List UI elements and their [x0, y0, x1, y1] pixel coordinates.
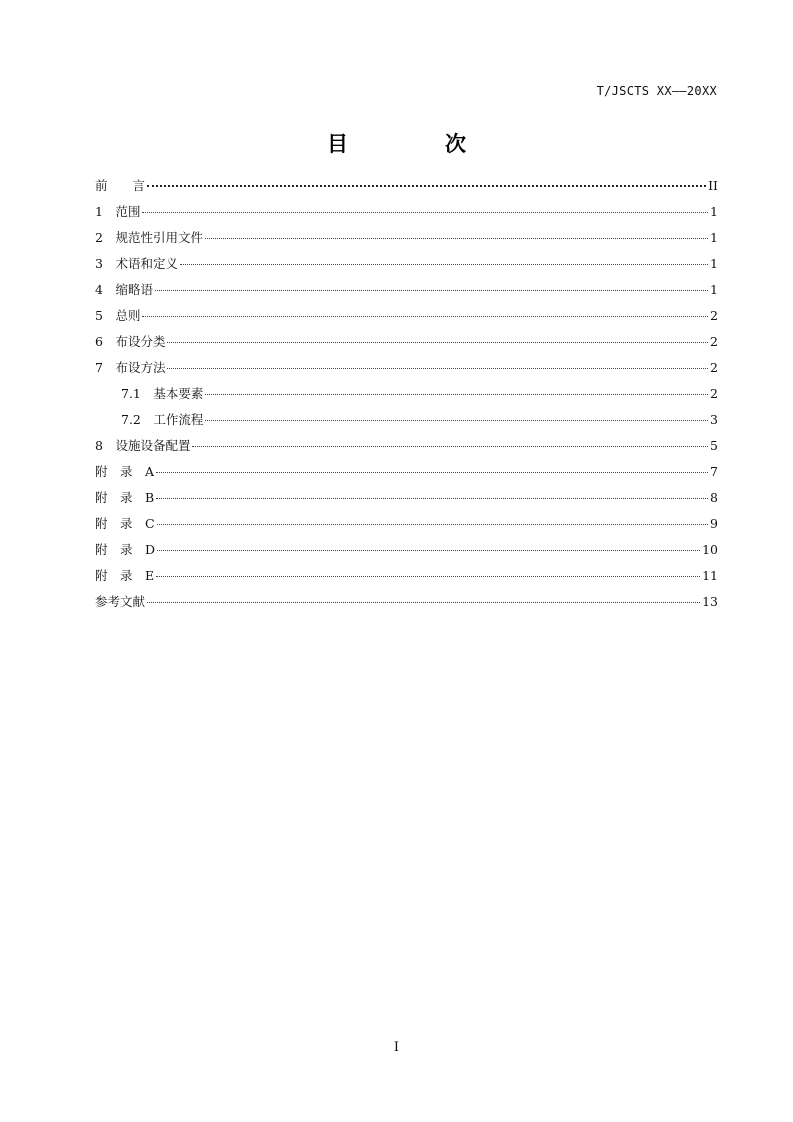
- toc-entry-page: II: [708, 178, 718, 193]
- toc-entry-page: 10: [702, 542, 718, 557]
- toc-entry-page: 2: [710, 308, 718, 323]
- toc-entry-appendix-b[interactable]: [95, 485, 718, 511]
- page-title: 目 次: [327, 132, 504, 156]
- standard-code: T/JSCTS XX——20XX: [596, 84, 717, 98]
- toc-entry-layout-method[interactable]: [95, 355, 718, 381]
- toc-entry-page: 5: [710, 438, 718, 453]
- toc-entry-label: 附 录 A: [95, 464, 155, 479]
- toc-entry-foreword[interactable]: [95, 173, 718, 199]
- toc-leader-dots: [192, 435, 708, 449]
- toc-entry-label: 7.1 基本要素: [121, 386, 204, 401]
- toc-entry-label: 7.2 工作流程: [121, 412, 204, 427]
- toc-leader-dots: [180, 253, 708, 267]
- toc-entry-page: 1: [710, 282, 718, 297]
- toc-entry-workflow[interactable]: [95, 407, 718, 433]
- toc-entry-page: 2: [710, 386, 718, 401]
- toc-entry-label: 附 录 E: [95, 568, 155, 583]
- toc-entry-appendix-a[interactable]: [95, 459, 718, 485]
- toc-entry-label: 附 录 C: [95, 516, 155, 531]
- toc-entry-page: 2: [710, 360, 718, 375]
- toc-entry-page: 3: [710, 412, 718, 427]
- toc-entry-label: 5 总则: [95, 308, 141, 323]
- toc-leader-dots: [205, 409, 708, 423]
- toc-leader-dots: [205, 383, 708, 397]
- toc-entry-page: 1: [710, 256, 718, 271]
- toc-entry-normative-references[interactable]: [95, 225, 718, 251]
- toc-leader-dots: [167, 331, 708, 345]
- toc-leader-dots: [142, 201, 708, 215]
- toc-entry-layout-classification[interactable]: [95, 329, 718, 355]
- toc-leader-dots: [147, 591, 700, 605]
- toc-entry-appendix-c[interactable]: [95, 511, 718, 537]
- toc-entry-general[interactable]: [95, 303, 718, 329]
- toc-entry-bibliography[interactable]: [95, 589, 718, 615]
- toc-entry-facility-configuration[interactable]: [95, 433, 718, 459]
- toc-entry-terms-definitions[interactable]: [95, 251, 718, 277]
- toc-leader-dots: [156, 487, 708, 501]
- toc-entry-page: 9: [710, 516, 718, 531]
- toc-entry-label: 附 录 D: [95, 542, 156, 557]
- toc-entry-page: 1: [710, 230, 718, 245]
- toc-leader-dots: [155, 279, 708, 293]
- toc-entry-page: 8: [710, 490, 718, 505]
- toc-entry-page: 7: [710, 464, 718, 479]
- toc-entry-page: 2: [710, 334, 718, 349]
- page-number: I: [393, 1040, 400, 1055]
- toc-leader-dots: [156, 461, 708, 475]
- table-of-contents: [95, 173, 718, 615]
- toc-entry-label: 3 术语和定义: [95, 256, 178, 271]
- toc-leader-dots: [147, 175, 706, 189]
- toc-entry-label: 附 录 B: [95, 490, 155, 505]
- toc-entry-label: 8 设施设备配置: [95, 438, 191, 453]
- toc-entry-scope[interactable]: [95, 199, 718, 225]
- toc-entry-basic-elements[interactable]: [95, 381, 718, 407]
- toc-entry-appendix-e[interactable]: [95, 563, 718, 589]
- toc-entry-label: 1 范围: [95, 204, 141, 219]
- toc-entry-page: 11: [702, 568, 718, 583]
- toc-entry-label: 4 缩略语: [95, 282, 153, 297]
- toc-entry-page: 13: [702, 594, 718, 609]
- toc-entry-abbreviations[interactable]: [95, 277, 718, 303]
- toc-entry-label: 7 布设方法: [95, 360, 166, 375]
- toc-entry-label: 参考文献: [95, 594, 146, 609]
- toc-leader-dots: [157, 539, 700, 553]
- toc-entry-appendix-d[interactable]: [95, 537, 718, 563]
- toc-entry-label: 2 规范性引用文件: [95, 230, 203, 245]
- toc-leader-dots: [167, 357, 708, 371]
- toc-entry-page: 1: [710, 204, 718, 219]
- toc-leader-dots: [205, 227, 708, 241]
- toc-leader-dots: [156, 565, 700, 579]
- toc-entry-label: 前 言: [95, 178, 146, 193]
- toc-entry-label: 6 布设分类: [95, 334, 166, 349]
- toc-leader-dots: [142, 305, 708, 319]
- toc-leader-dots: [157, 513, 708, 527]
